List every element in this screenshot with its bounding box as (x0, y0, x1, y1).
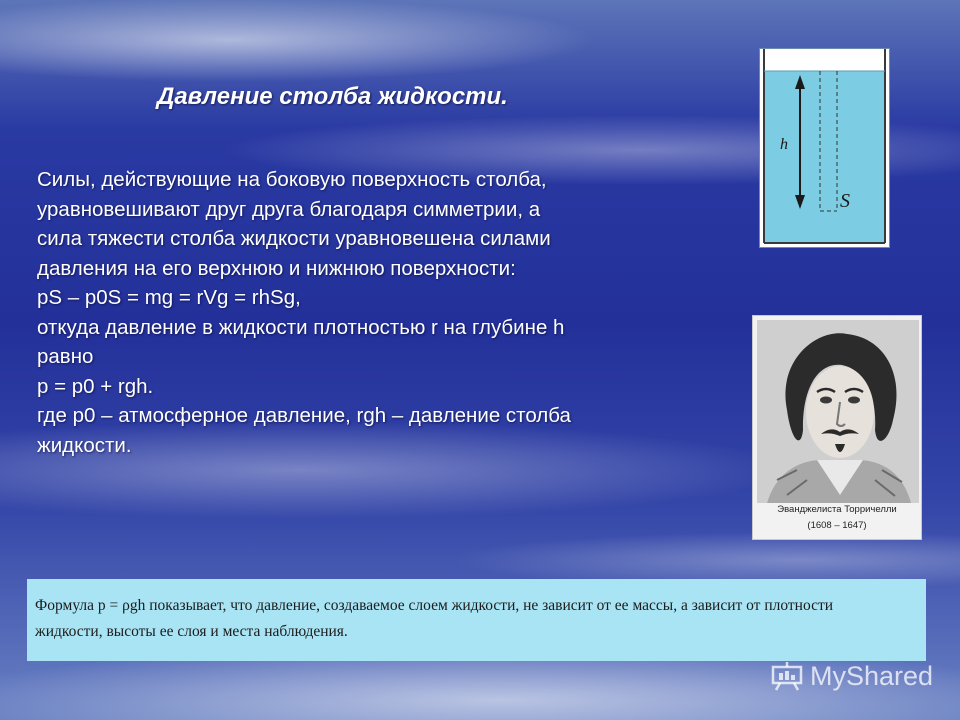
formula-note-line: Формула p = ρgh показывает, что давление, создаваемое слоем жидкости, не зависит от ее массы, а зависит от плотности (35, 597, 834, 614)
slide-title: Давление столба жидкости. (157, 83, 508, 110)
body-line: давления на его верхнюю и нижнюю поверхности: (37, 256, 516, 280)
body-line: сила тяжести столба жидкости уравновешена силами (37, 227, 551, 250)
watermark-text: MyShared (810, 660, 934, 691)
body-line: откуда давление в жидкости плотностью r на глубине h (37, 315, 565, 339)
torricelli-portrait-card (752, 315, 922, 540)
body-line: p = p0 + rgh. (37, 374, 154, 398)
presentation-board-icon (770, 661, 804, 691)
label-h: h (780, 136, 788, 153)
body-line: Силы, действующие на боковую поверхность столба, (37, 168, 547, 191)
body-line: pS – p0S = mg = rVg = rhSg, (37, 286, 301, 309)
liquid-column-diagram (759, 48, 890, 248)
body-line: уравновешивают друг друга благодаря симметрии, а (37, 197, 541, 221)
portrait-photo (757, 320, 919, 503)
body-line: равно (37, 345, 94, 368)
portrait-caption-name: Эванджелиста Торричелли (777, 504, 897, 515)
formula-note-line: жидкости, высоты ее слоя и места наблюдения. (35, 623, 348, 640)
myshared-watermark[interactable] (770, 656, 933, 696)
body-line: где p0 – атмосферное давление, rgh – давление столба (37, 404, 571, 427)
formula-note-box (27, 579, 926, 661)
body-line: жидкости. (37, 433, 132, 457)
slide-body-text (37, 165, 737, 460)
portrait-caption-years: (1608 – 1647) (807, 520, 867, 531)
water-fill (764, 71, 885, 243)
label-s: S (840, 190, 850, 212)
